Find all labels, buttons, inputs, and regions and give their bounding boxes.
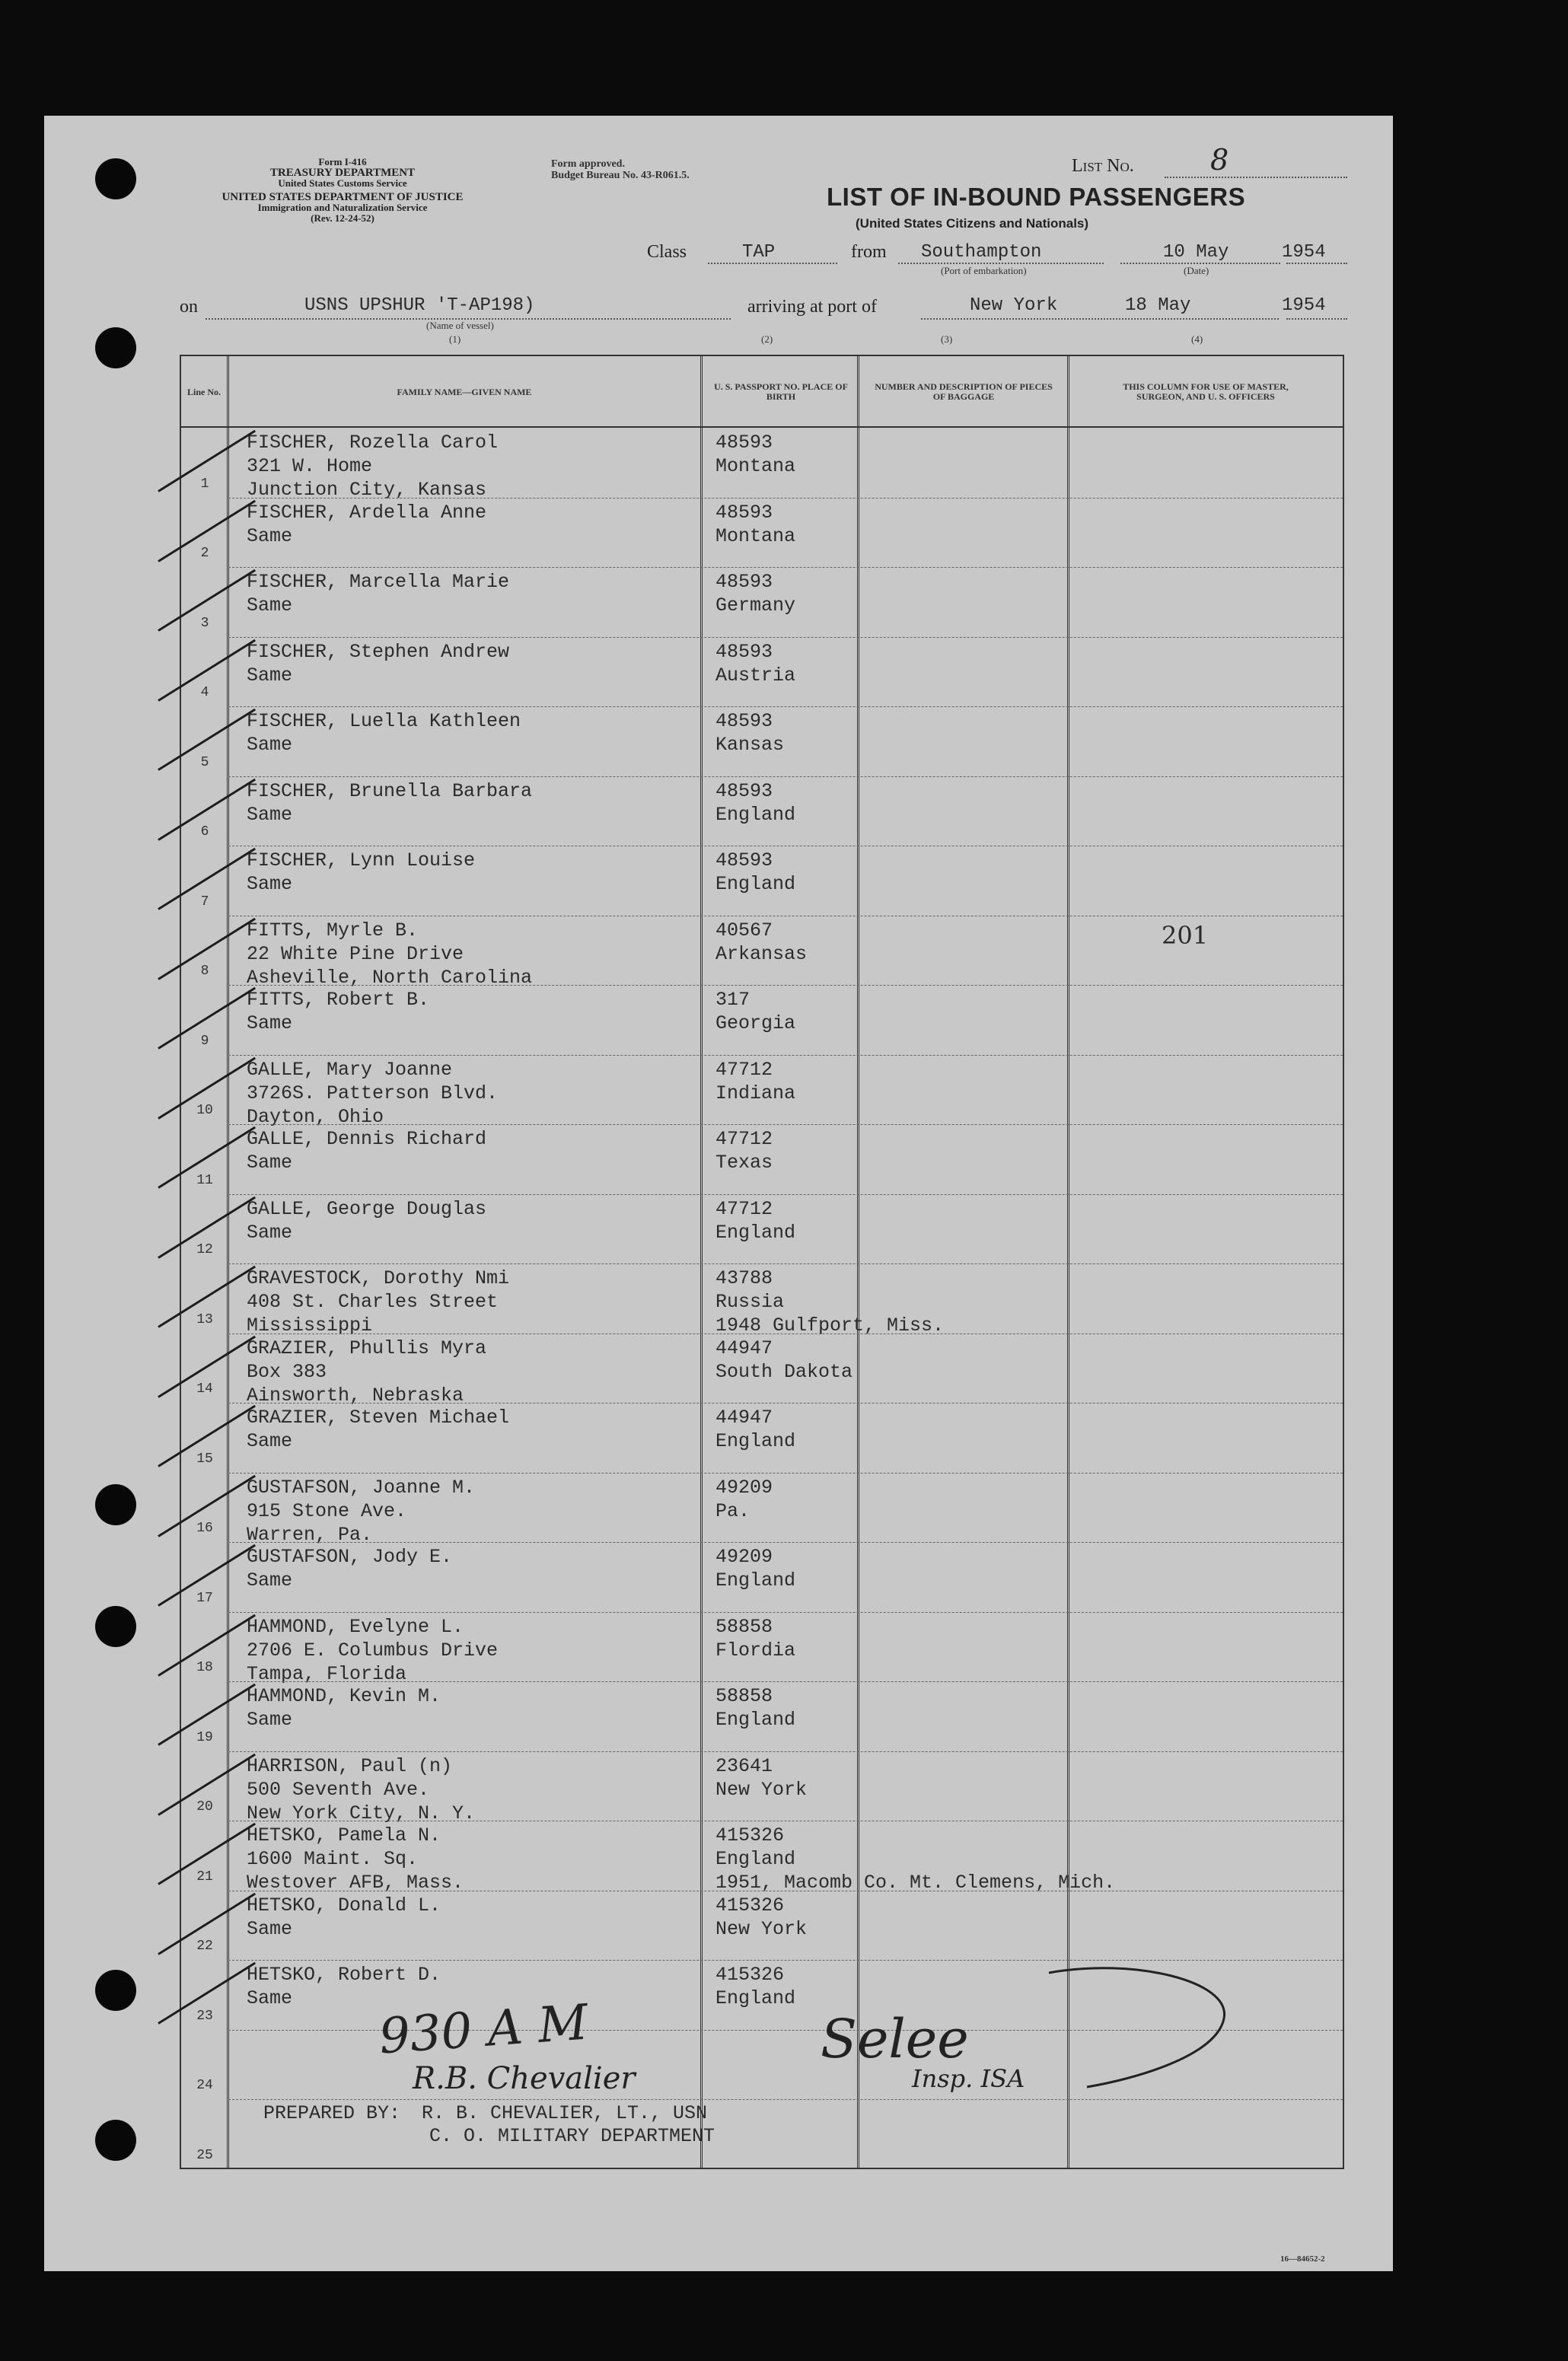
passenger-name: GALLE, George Douglas Same bbox=[247, 1197, 487, 1244]
passenger-name: FITTS, Robert B. Same bbox=[247, 989, 430, 1034]
passport-birthplace: 49209 England bbox=[715, 1546, 796, 1592]
header-line-no: Line No. bbox=[186, 386, 221, 397]
header-family-name: FAMILY NAME—GIVEN NAME bbox=[397, 386, 532, 397]
passenger-name: FISCHER, Luella Kathleen Same bbox=[247, 710, 521, 756]
passenger-name: HAMMOND, Kevin M. Same bbox=[247, 1685, 441, 1731]
row-divider bbox=[228, 1681, 1343, 1682]
line-number: 6 bbox=[200, 824, 209, 840]
departure-year: 1954 bbox=[1282, 242, 1326, 263]
passenger-name: GRAZIER, Phullis Myra Box 383 Ainsworth, Nebraska bbox=[247, 1337, 487, 1407]
signature-chevalier: R.B. Chevalier bbox=[413, 2061, 636, 2096]
passenger-name: FISCHER, Rozella Carol 321 W. Home Junction City, Kansas bbox=[247, 432, 499, 501]
passport-birthplace: 47712 Texas bbox=[715, 1128, 773, 1174]
signature-flourish bbox=[1041, 1958, 1239, 2102]
line-number: 14 bbox=[196, 1381, 213, 1397]
passport-birthplace: 48593 England bbox=[715, 849, 796, 895]
departure-date: 10 May bbox=[1163, 242, 1229, 263]
passport-birthplace: 47712 Indiana bbox=[715, 1058, 796, 1104]
passport-birthplace: 317 Georgia bbox=[715, 989, 796, 1034]
on-label: on bbox=[180, 297, 198, 317]
passenger-name: GUSTAFSON, Jody E. Same bbox=[247, 1546, 453, 1592]
line-number: 5 bbox=[200, 754, 209, 770]
line-number: 8 bbox=[200, 964, 209, 979]
binder-hole bbox=[95, 2120, 136, 2161]
class-dots bbox=[708, 263, 837, 264]
passport-birthplace: 48593 Montana bbox=[715, 501, 796, 547]
passenger-name: HAMMOND, Evelyne L. 2706 E. Columbus Drive Tampa, Florida bbox=[247, 1615, 499, 1685]
officer-note: 201 bbox=[1162, 921, 1209, 950]
form-subtitle: (United States Citizens and Nationals) bbox=[856, 216, 1089, 231]
line-number: 23 bbox=[196, 2008, 213, 2024]
line-number: 20 bbox=[196, 1799, 213, 1815]
form-number: Form I-416 bbox=[318, 156, 367, 167]
col4-num: (4) bbox=[1191, 333, 1203, 345]
binder-hole bbox=[95, 1484, 136, 1525]
line-number: 10 bbox=[196, 1103, 213, 1118]
passenger-table bbox=[180, 355, 1344, 2169]
signature-inspector: Selee bbox=[821, 2008, 969, 2070]
row-divider bbox=[228, 1751, 1343, 1752]
col3-num: (3) bbox=[941, 333, 953, 345]
class-value: TAP bbox=[742, 242, 776, 263]
passport-birthplace: 40567 Arkansas bbox=[715, 919, 808, 965]
passport-birthplace: 49209 Pa. bbox=[715, 1476, 773, 1522]
arriving-label: arriving at port of bbox=[747, 297, 877, 317]
line-number: 4 bbox=[200, 685, 209, 700]
date-note: (Date) bbox=[1184, 265, 1209, 276]
footer-code: 16—84652-2 bbox=[1280, 2254, 1325, 2264]
line-number: 22 bbox=[196, 1939, 213, 1954]
col-divider bbox=[1067, 356, 1069, 2168]
row-divider bbox=[228, 706, 1343, 707]
form-approved: Form approved. bbox=[551, 158, 625, 170]
passport-birthplace: 415326 England 1951, Macomb Co. Mt. Clemens, Mich. bbox=[715, 1824, 1116, 1894]
line-number: 15 bbox=[196, 1451, 213, 1467]
prepared-by-dept: C. O. MILITARY DEPARTMENT bbox=[429, 2125, 715, 2147]
passenger-name: HETSKO, Donald L. Same bbox=[247, 1894, 441, 1940]
passport-birthplace: 44947 England bbox=[715, 1407, 796, 1452]
line-number: 18 bbox=[196, 1660, 213, 1675]
agency-block bbox=[175, 157, 510, 224]
line-number: 19 bbox=[196, 1729, 213, 1745]
treasury-dept: TREASURY DEPARTMENT bbox=[269, 167, 416, 179]
list-no-dots bbox=[1165, 177, 1347, 178]
from-dots bbox=[898, 263, 1104, 264]
year-dots bbox=[1286, 263, 1347, 264]
list-no-label: List No. bbox=[1072, 156, 1134, 176]
ins-service: Immigration and Naturalization Service bbox=[257, 202, 428, 213]
passport-birthplace: 48593 Germany bbox=[715, 571, 796, 617]
passenger-name: FITTS, Myrle B. 22 White Pine Drive Asheville, North Carolina bbox=[247, 919, 533, 989]
row-divider bbox=[228, 776, 1343, 777]
vessel-note: (Name of vessel) bbox=[426, 320, 494, 331]
from-value: Southampton bbox=[921, 242, 1042, 263]
passport-birthplace: 58858 England bbox=[715, 1685, 796, 1731]
handwritten-time: 930 A M bbox=[377, 1994, 590, 2066]
port-embark-note: (Port of embarkation) bbox=[941, 265, 1027, 276]
binder-hole bbox=[95, 1970, 136, 2011]
list-no-value: 8 bbox=[1210, 143, 1229, 177]
passenger-name: HETSKO, Pamela N. 1600 Maint. Sq. Westover AFB, Mass. bbox=[247, 1824, 464, 1894]
col-divider bbox=[700, 356, 703, 2168]
row-divider bbox=[228, 1263, 1343, 1264]
passport-birthplace: 44947 South Dakota bbox=[715, 1337, 853, 1383]
line-number: 12 bbox=[196, 1242, 213, 1257]
header-passport: U. S. PASSPORT NO. PLACE OF BIRTH bbox=[714, 381, 848, 402]
line-number: 3 bbox=[200, 615, 209, 631]
passport-birthplace: 43788 Russia 1948 Gulfport, Miss. bbox=[715, 1267, 945, 1337]
passenger-name: FISCHER, Marcella Marie Same bbox=[247, 571, 510, 617]
row-divider bbox=[228, 1542, 1343, 1543]
col2-num: (2) bbox=[761, 333, 773, 345]
row-divider bbox=[228, 498, 1343, 499]
line-number: 1 bbox=[200, 476, 209, 492]
arrival-port: New York bbox=[970, 295, 1058, 316]
col1-num: (1) bbox=[449, 333, 461, 345]
passenger-name: FISCHER, Brunella Barbara Same bbox=[247, 779, 533, 826]
line-number: 2 bbox=[200, 546, 209, 561]
vessel-name: USNS UPSHUR 'T-AP198) bbox=[304, 295, 535, 316]
signature-inspector-sub: Insp. ISA bbox=[912, 2064, 1025, 2093]
line-number: 11 bbox=[196, 1172, 213, 1188]
passport-birthplace: 415326 England bbox=[715, 1964, 796, 2009]
binder-hole bbox=[95, 158, 136, 199]
col-divider bbox=[857, 356, 859, 2168]
year2-dots bbox=[1286, 318, 1347, 320]
passenger-name: GALLE, Dennis Richard Same bbox=[247, 1128, 487, 1174]
row-divider bbox=[228, 1055, 1343, 1056]
passenger-name: GALLE, Mary Joanne 3726S. Patterson Blvd. Dayton, Ohio bbox=[247, 1058, 499, 1128]
row-divider bbox=[228, 637, 1343, 638]
passport-birthplace: 48593 England bbox=[715, 779, 796, 826]
row-divider bbox=[228, 1194, 1343, 1195]
row-divider bbox=[228, 1612, 1343, 1613]
passenger-name: HARRISON, Paul (n) 500 Seventh Ave. New York City, N. Y. bbox=[247, 1754, 476, 1824]
row-divider bbox=[228, 1333, 1343, 1334]
from-label: from bbox=[851, 242, 887, 262]
arrival-year: 1954 bbox=[1282, 295, 1326, 316]
customs-service: United States Customs Service bbox=[278, 177, 407, 189]
revision: (Rev. 12-24-52) bbox=[311, 212, 374, 224]
budget-bureau: Budget Bureau No. 43-R061.5. bbox=[551, 170, 690, 181]
row-divider bbox=[228, 567, 1343, 568]
line-number: 7 bbox=[200, 894, 209, 910]
passenger-name: HETSKO, Robert D. Same bbox=[247, 1964, 441, 2009]
prepared-by-label: PREPARED BY: bbox=[263, 2102, 401, 2124]
passenger-name: FISCHER, Lynn Louise Same bbox=[247, 849, 476, 895]
passport-birthplace: 48593 Montana bbox=[715, 432, 796, 477]
date-dots bbox=[1120, 263, 1280, 264]
binder-hole bbox=[95, 327, 136, 368]
line-number: 24 bbox=[196, 2078, 213, 2093]
header-officers: THIS COLUMN FOR USE OF MASTER, SURGEON, AND U. S. OFFICERS bbox=[1123, 381, 1289, 402]
passport-birthplace: 23641 New York bbox=[715, 1754, 808, 1801]
passenger-name: GRAZIER, Steven Michael Same bbox=[247, 1407, 510, 1452]
arrival-date: 18 May bbox=[1125, 295, 1191, 316]
approval-block bbox=[551, 158, 690, 181]
row-divider bbox=[228, 985, 1343, 986]
row-divider bbox=[228, 1124, 1343, 1125]
passport-birthplace: 48593 Kansas bbox=[715, 710, 785, 756]
passport-birthplace: 58858 Flordia bbox=[715, 1615, 796, 1662]
port-dots bbox=[921, 318, 1279, 320]
header-rule bbox=[181, 426, 1343, 428]
passenger-name: GUSTAFSON, Joanne M. 915 Stone Ave. Warren, Pa. bbox=[247, 1476, 476, 1546]
binder-hole bbox=[95, 1606, 136, 1647]
class-label: Class bbox=[647, 242, 687, 262]
row-divider bbox=[228, 1473, 1343, 1474]
passport-birthplace: 47712 England bbox=[715, 1197, 796, 1244]
passenger-name: FISCHER, Ardella Anne Same bbox=[247, 501, 487, 547]
prepared-by-name: R. B. CHEVALIER, LT., USN bbox=[422, 2102, 708, 2124]
passport-birthplace: 48593 Austria bbox=[715, 640, 796, 687]
row-divider bbox=[228, 1403, 1343, 1404]
line-number: 17 bbox=[196, 1590, 213, 1606]
line-number: 21 bbox=[196, 1869, 213, 1885]
passenger-name: FISCHER, Stephen Andrew Same bbox=[247, 640, 510, 687]
header-baggage: NUMBER AND DESCRIPTION OF PIECES OF BAGGAGE bbox=[875, 381, 1053, 402]
line-number: 25 bbox=[196, 2147, 213, 2163]
form-title: LIST OF IN-BOUND PASSENGERS bbox=[827, 183, 1246, 211]
justice-dept: UNITED STATES DEPARTMENT OF JUSTICE bbox=[221, 191, 464, 203]
line-number: 9 bbox=[200, 1033, 209, 1049]
passenger-name: GRAVESTOCK, Dorothy Nmi 408 St. Charles Street Mississippi bbox=[247, 1267, 510, 1337]
line-number: 13 bbox=[196, 1311, 213, 1327]
passport-birthplace: 415326 New York bbox=[715, 1894, 808, 1940]
line-number: 16 bbox=[196, 1521, 213, 1536]
